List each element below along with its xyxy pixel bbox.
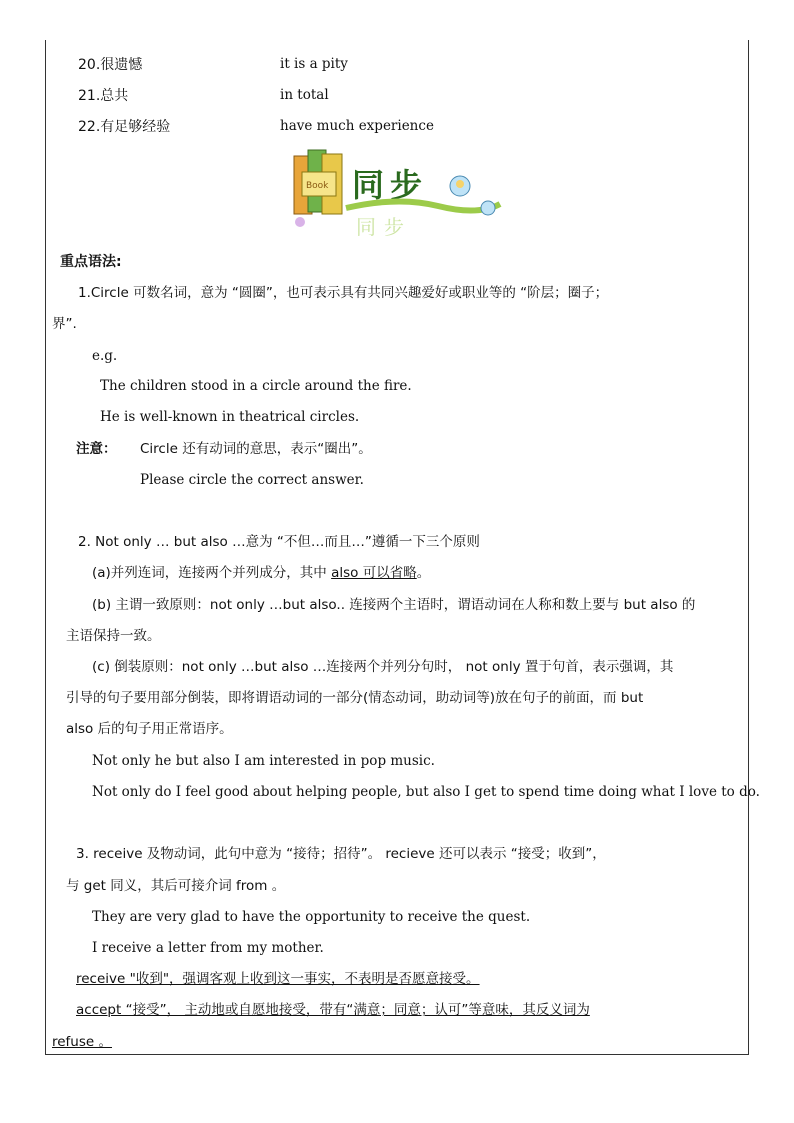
p3-line2: 与 get 同义，其后可接介词 from 。 [66, 878, 286, 894]
vocab-22-en: have much experience [280, 118, 434, 134]
p2-rule-a-end: 。 [416, 565, 431, 581]
p1-example-2: He is well-known in theatrical circles. [100, 409, 360, 425]
p2-example-2: Not only do I feel good about helping people, but also I get to spend time doing what I love to do. [92, 784, 760, 800]
sync-logo [288, 146, 510, 242]
vocab-21-cn: 21.总共 [78, 88, 129, 104]
p2-rule-a-underlined: also 可以省略 [331, 565, 417, 581]
p2-example-1: Not only he but also I am interested in pop music. [92, 753, 435, 769]
p3-line1: 3. receive 及物动词，此句中意为 “接待；招待”。 recieve 还可以表示 “接受；收到”， [76, 846, 606, 862]
logo-reflection: 同步 [356, 215, 412, 239]
p3-example-1: They are very glad to have the opportunity to receive the quest. [92, 909, 531, 925]
p1-line1: 1.Circle 可数名词，意为 “圆圈”，也可表示具有共同兴趣爱好或职业等的 “阶层；圈子； [78, 285, 609, 301]
p2-title: 2. Not only … but also …意为 “不但…而且…”遵循一下三个原则 [78, 534, 480, 550]
logo-text: 同步 [352, 166, 429, 204]
p2-rule-c-line2: 引导的句子要用部分倒装，即将谓语动词的一部分(情态动词，助动词等)放在句子的前面，而 but [66, 690, 644, 706]
p1-note-label: 注意： [76, 441, 117, 457]
p1-eg: e.g. [92, 348, 118, 364]
p1-line2: 界”. [52, 316, 77, 332]
p3-accept-note: accept “接受”， 主动地或自愿地接受，带有“满意；同意；认可”等意味，其反义词为 [76, 1002, 590, 1018]
vocab-20-en: it is a pity [280, 56, 348, 72]
p3-receive-note: receive "收到"，强调客观上收到这一事实，不表明是否愿意接受。 [76, 971, 480, 987]
vocab-22-cn: 22.有足够经验 [78, 119, 171, 135]
grammar-heading: 重点语法: [60, 254, 122, 270]
p2-rule-c-line1: (c) 倒装原则：not only …but also …连接两个并列分句时， not only 置于句首，表示强调，其 [92, 659, 674, 675]
p1-example-1: The children stood in a circle around the fire. [100, 378, 412, 394]
p2-rule-a-text: (a)并列连词，连接两个并列成分，其中 [92, 565, 332, 581]
p2-rule-a [92, 563, 430, 583]
p2-rule-b-line1: (b) 主谓一致原则：not only …but also.. 连接两个主语时，谓语动词在人称和数上要与 but also 的 [92, 597, 696, 613]
vocab-21-en: in total [280, 87, 329, 103]
p3-refuse-note: refuse 。 [52, 1034, 112, 1050]
book-label: Book [306, 181, 329, 191]
p3-example-2: I receive a letter from my mother. [92, 940, 324, 956]
p1-note-text: Circle 还有动词的意思，表示“圈出”。 [140, 441, 372, 457]
vocab-20-cn: 20.很遗憾 [78, 57, 143, 73]
p1-note-example: Please circle the correct answer. [140, 472, 364, 488]
p2-rule-c-line3: also 后的句子用正常语序。 [66, 721, 233, 737]
p2-rule-b-line2: 主语保持一致。 [66, 628, 161, 644]
book-stack-icon [288, 146, 510, 242]
